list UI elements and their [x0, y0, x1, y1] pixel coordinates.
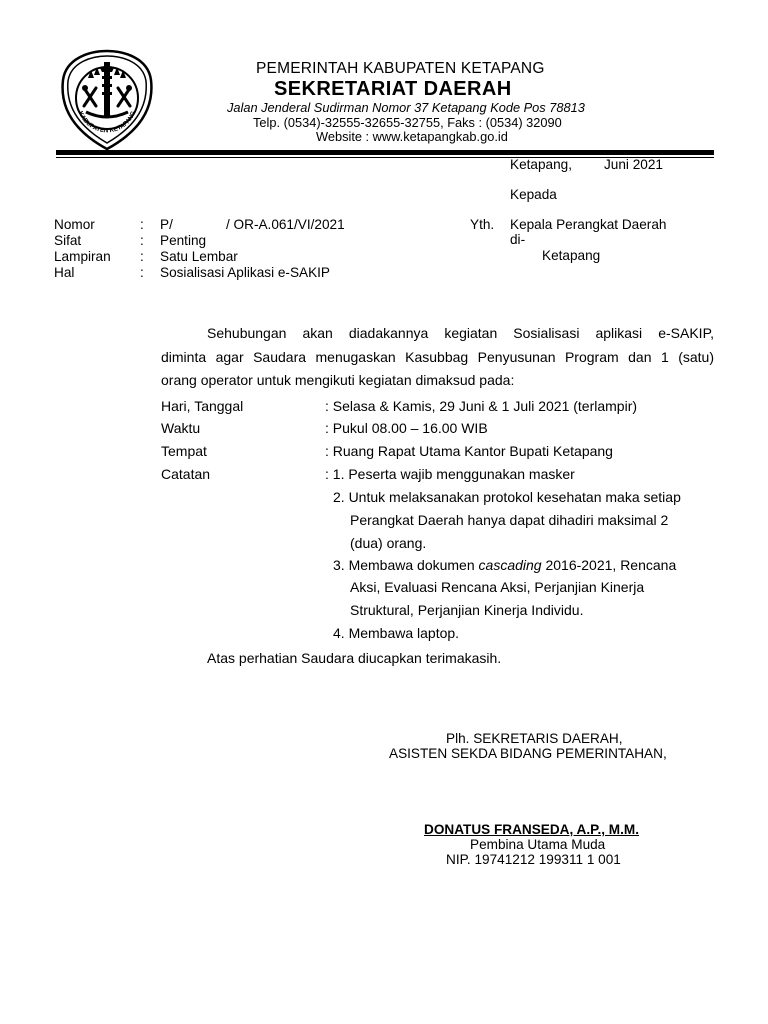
meta-colon: : — [140, 217, 144, 232]
signatory-rank: Pembina Utama Muda — [470, 837, 606, 852]
note3-italic: cascading — [478, 557, 542, 573]
detail-value-note1: : 1. Peserta wajib menggunakan masker — [325, 466, 575, 482]
note3-suffix: 2016-2021, Rencana — [541, 557, 677, 573]
government-name: PEMERINTAH KABUPATEN KETAPANG — [256, 60, 545, 77]
meta-value-lampiran: Satu Lembar — [160, 249, 238, 264]
meta-value-nomor-prefix: P/ — [160, 217, 173, 232]
body-intro-line3: orang operator untuk mengikuti kegiatan dimaksud pada: — [161, 372, 515, 388]
detail-value-place: : Ruang Rapat Utama Kantor Bupati Ketapang — [325, 443, 613, 459]
meta-label-nomor: Nomor — [54, 217, 95, 232]
meta-value-hal: Sosialisasi Aplikasi e-SAKIP — [160, 265, 330, 280]
recipient-line2: di- — [510, 232, 526, 247]
meta-value-sifat: Penting — [160, 233, 207, 248]
date-month-year: Juni 2021 — [604, 157, 663, 172]
recipient-yth: Yth. — [470, 217, 495, 232]
regency-crest-icon — [58, 48, 156, 152]
signature-title1: Plh. SEKRETARIS DAERAH, — [446, 731, 623, 746]
detail-value-time: : Pukul 08.00 – 16.00 WIB — [325, 420, 488, 436]
office-phone: Telp. (0534)-32555-32655-32755, Faks : (0534) 32090 — [253, 115, 562, 130]
meta-colon: : — [140, 233, 144, 248]
office-address: Jalan Jenderal Sudirman Nomor 37 Ketapang Kode Pos 78813 — [227, 100, 585, 115]
meta-label-hal: Hal — [54, 265, 75, 280]
meta-value-nomor-number: / OR-A.061/VI/2021 — [226, 217, 345, 232]
meta-label-sifat: Sifat — [54, 233, 82, 248]
meta-label-lampiran: Lampiran — [54, 249, 111, 264]
note3-prefix: 3. Membawa dokumen — [333, 557, 479, 573]
note3-line3: Struktural, Perjanjian Kinerja Individu. — [350, 602, 584, 618]
detail-label-time: Waktu — [161, 420, 201, 436]
note3-line2: Aksi, Evaluasi Rencana Aksi, Perjanjian Kinerja — [350, 579, 645, 595]
office-name: SEKRETARIAT DAERAH — [274, 78, 512, 100]
note2-line1: 2. Untuk melaksanakan protokol kesehatan maka setiap — [333, 489, 681, 505]
note2-line2: Perangkat Daerah hanya dapat dihadiri maksimal 2 — [350, 512, 669, 528]
recipient-line3: Ketapang — [542, 248, 601, 263]
note4: 4. Membawa laptop. — [333, 625, 460, 641]
note3-line1 — [333, 557, 676, 573]
note2-line3: (dua) orang. — [350, 535, 427, 551]
closing-sentence: Atas perhatian Saudara diucapkan terimakasih. — [207, 650, 502, 666]
body-intro-line2: diminta agar Saudara menugaskan Kasubbag Penyusunan Program dan 1 (satu) — [161, 349, 714, 365]
detail-label-place: Tempat — [161, 443, 207, 459]
regency-logo — [58, 48, 156, 152]
letterhead-rule-thick — [56, 150, 714, 155]
signatory-name: DONATUS FRANSEDA, A.P., M.M. — [424, 822, 639, 837]
signature-title2: ASISTEN SEKDA BIDANG PEMERINTAHAN, — [389, 746, 667, 761]
recipient-kepada: Kepada — [510, 187, 557, 202]
detail-label-notes: Catatan — [161, 466, 211, 482]
office-website: Website : www.ketapangkab.go.id — [316, 129, 508, 144]
body-intro-line1: Sehubungan akan diadakannya kegiatan Sosialisasi aplikasi e-SAKIP, — [207, 325, 714, 341]
date-place: Ketapang, — [510, 157, 572, 172]
recipient-line1: Kepala Perangkat Daerah — [510, 217, 667, 232]
meta-colon: : — [140, 265, 144, 280]
detail-label-date: Hari, Tanggal — [161, 398, 244, 414]
meta-colon: : — [140, 249, 144, 264]
detail-value-date: : Selasa & Kamis, 29 Juni & 1 Juli 2021 (terlampir) — [325, 398, 638, 414]
logo-text: KABUPATEN KETAPANG — [76, 110, 138, 135]
signatory-nip: NIP. 19741212 199311 1 001 — [446, 852, 621, 867]
